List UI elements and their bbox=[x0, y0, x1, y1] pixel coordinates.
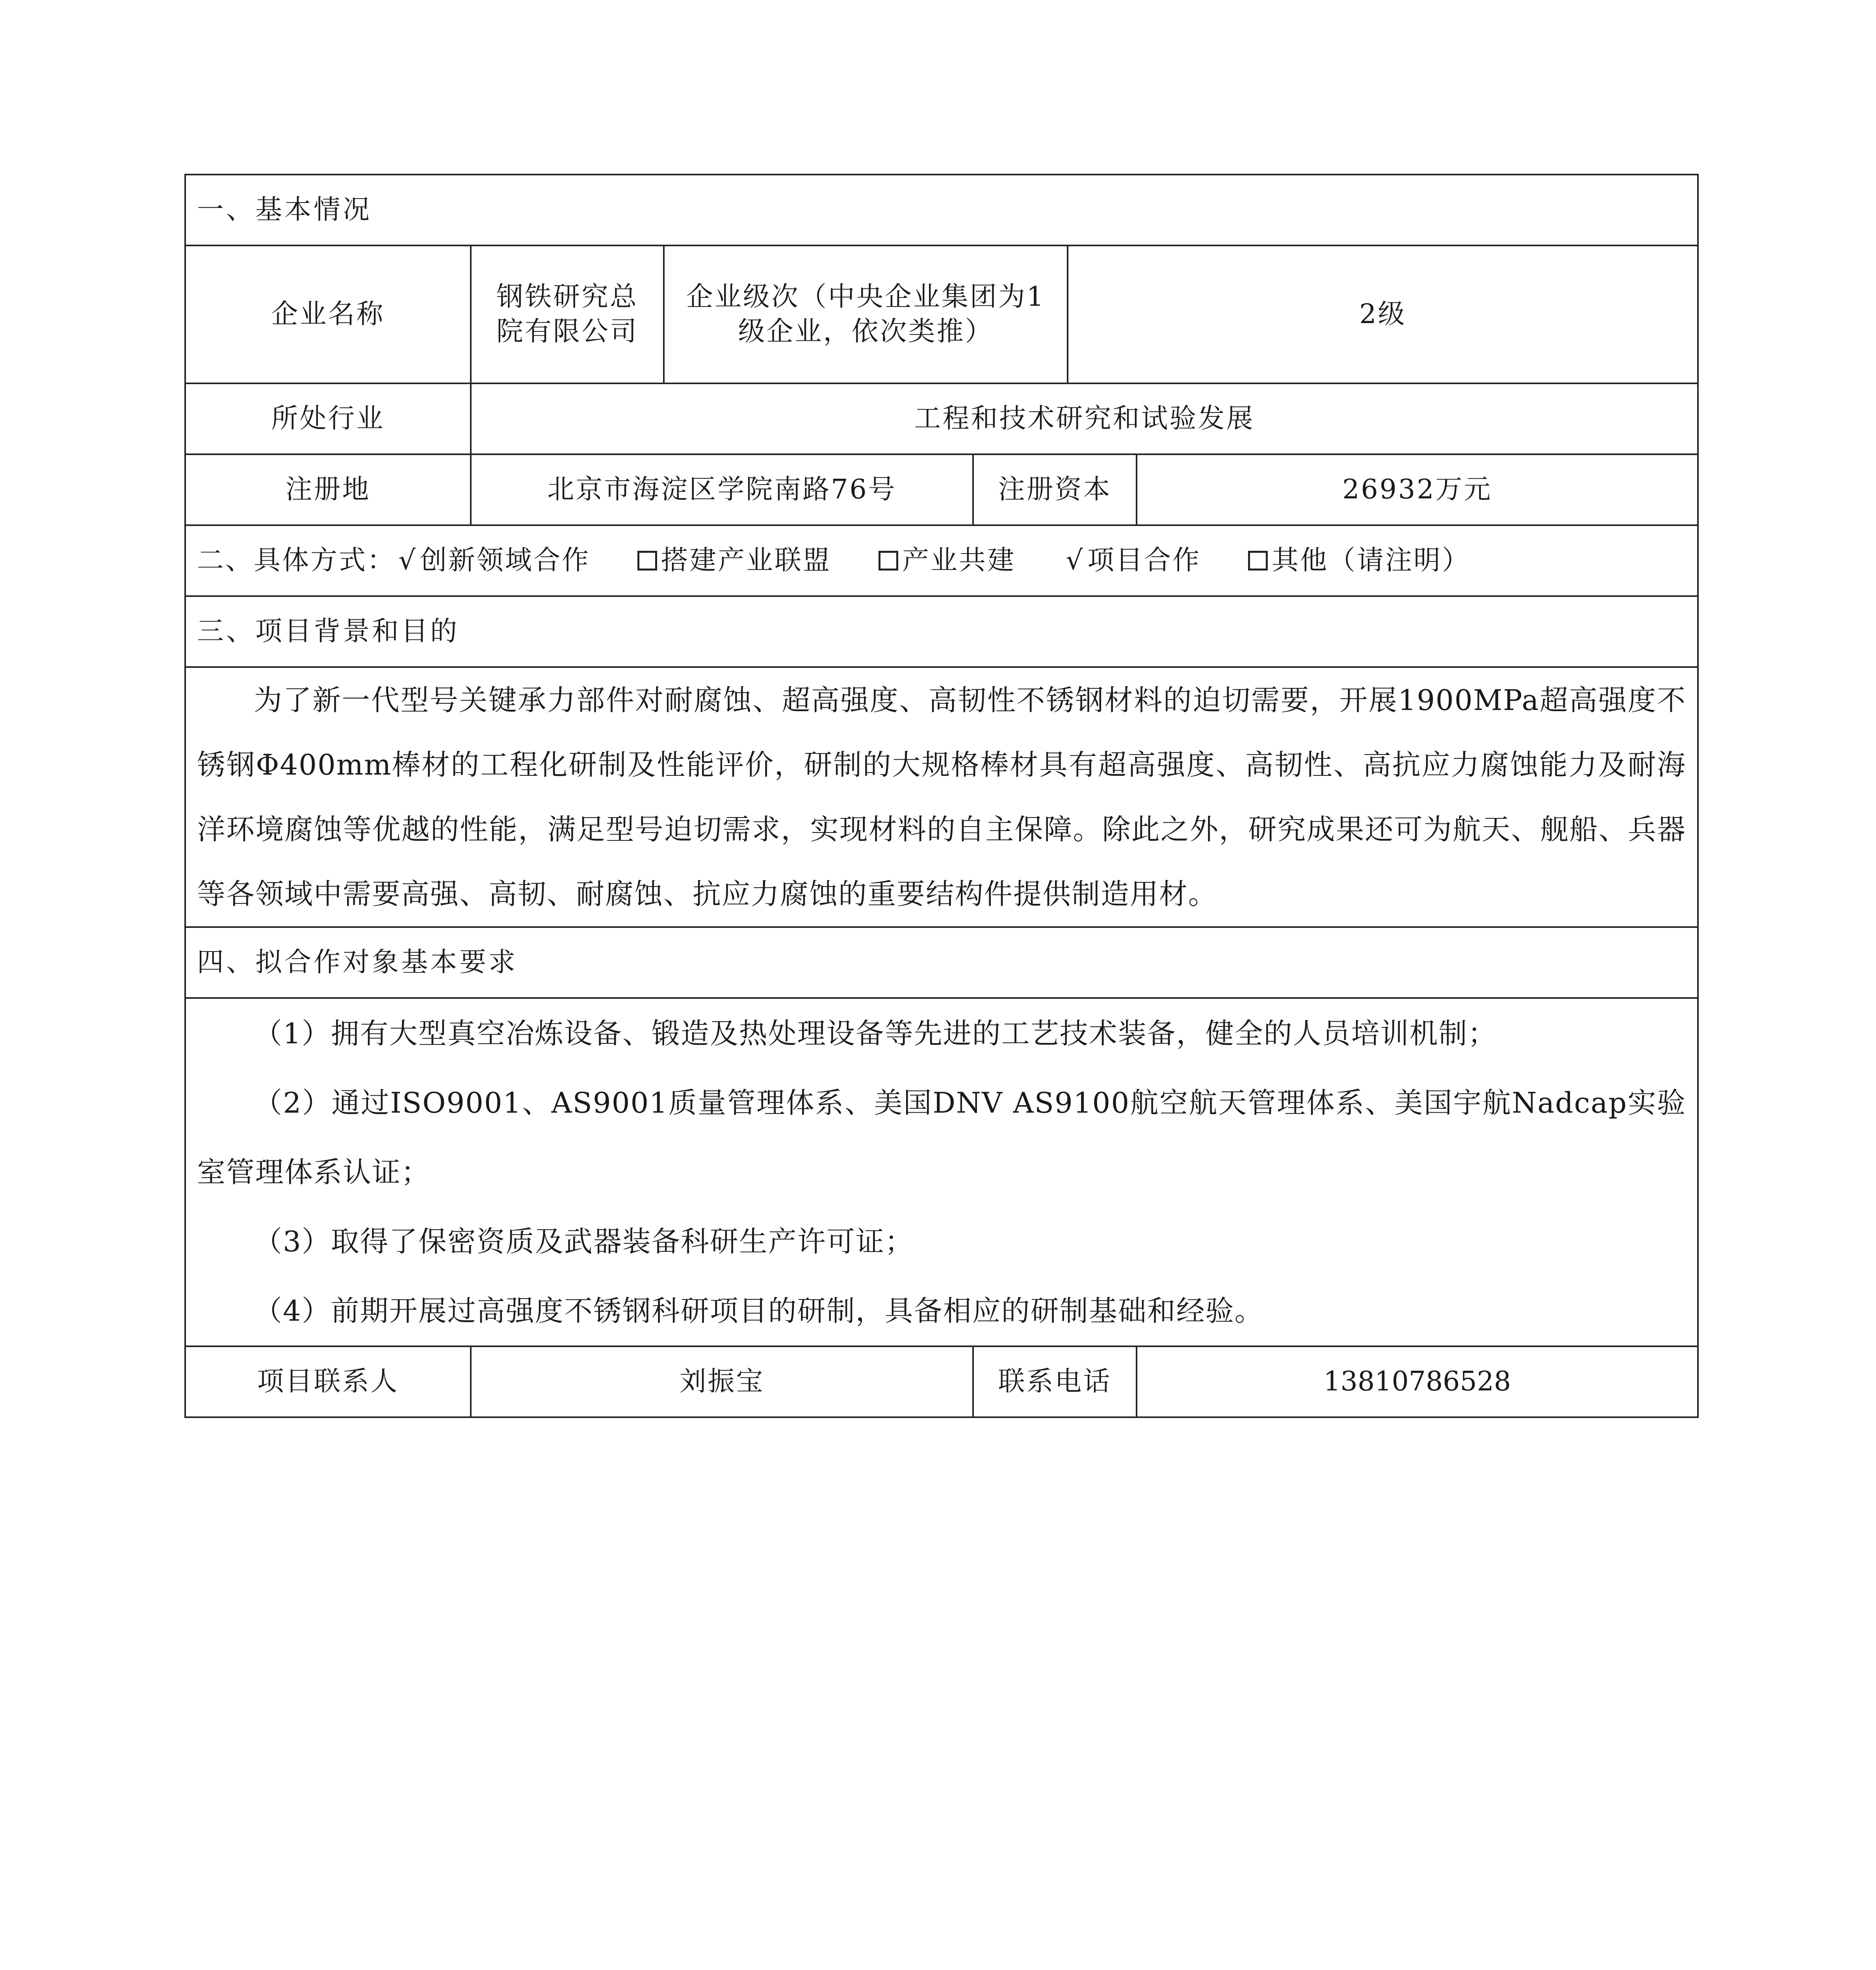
requirement-item: （3）取得了保密资质及武器装备科研生产许可证； bbox=[254, 1225, 914, 1258]
project-form-table bbox=[184, 174, 1699, 1418]
contact-row bbox=[185, 1346, 1698, 1417]
contact-person-label: 项目联系人 bbox=[185, 1346, 471, 1417]
checkbox-empty-icon bbox=[637, 551, 657, 571]
option-label: 其他（请注明） bbox=[1272, 545, 1471, 576]
option-industry-co-construction[interactable] bbox=[879, 543, 1016, 578]
address-value: 北京市海淀区学院南路76号 bbox=[471, 454, 973, 525]
option-label: 创新领域合作 bbox=[420, 545, 591, 576]
section3-header-row bbox=[185, 596, 1698, 667]
industry-label: 所处行业 bbox=[185, 383, 471, 454]
section4-title: 四、拟合作对象基本要求 bbox=[185, 927, 1698, 998]
address-label: 注册地 bbox=[185, 454, 471, 525]
section4-body-row bbox=[185, 998, 1698, 1346]
background-purpose-cell bbox=[185, 667, 1698, 927]
option-label: 搭建产业联盟 bbox=[661, 545, 832, 576]
section3-title: 三、项目背景和目的 bbox=[185, 596, 1698, 667]
industry-value: 工程和技术研究和试验发展 bbox=[471, 383, 1698, 454]
option-innovation-cooperation[interactable] bbox=[396, 543, 590, 578]
cooperation-methods-cell bbox=[185, 525, 1698, 596]
section2-row bbox=[185, 525, 1698, 596]
option-project-cooperation[interactable] bbox=[1063, 543, 1201, 578]
registration-row bbox=[185, 454, 1698, 525]
requirements-cell bbox=[185, 998, 1698, 1346]
checkbox-empty-icon bbox=[1248, 551, 1268, 571]
capital-value: 26932万元 bbox=[1137, 454, 1698, 525]
cooperation-methods bbox=[197, 543, 1686, 578]
checkbox-empty-icon bbox=[879, 551, 898, 571]
company-name-value: 钢铁研究总院有限公司 bbox=[471, 245, 664, 383]
option-other[interactable] bbox=[1248, 543, 1470, 578]
option-industry-alliance[interactable] bbox=[637, 543, 831, 578]
contact-phone-label: 联系电话 bbox=[973, 1346, 1137, 1417]
company-level-value: 2级 bbox=[1068, 245, 1698, 383]
company-row bbox=[185, 245, 1698, 383]
checkmark-icon: √ bbox=[398, 545, 417, 576]
section1-title: 一、基本情况 bbox=[185, 175, 1698, 245]
option-label: 项目合作 bbox=[1087, 545, 1201, 576]
industry-row bbox=[185, 383, 1698, 454]
company-level-label: 企业级次（中央企业集团为1级企业，依次类推） bbox=[664, 245, 1068, 383]
section1-header-row bbox=[185, 175, 1698, 245]
section4-header-row bbox=[185, 927, 1698, 998]
section3-body-row bbox=[185, 667, 1698, 927]
option-label: 产业共建 bbox=[902, 545, 1016, 576]
company-name-label: 企业名称 bbox=[185, 245, 471, 383]
requirement-item: （4）前期开展过高强度不锈钢科研项目的研制，具备相应的研制基础和经验。 bbox=[254, 1294, 1264, 1327]
background-purpose-text: 为了新一代型号关键承力部件对耐腐蚀、超高强度、高韧性不锈钢材料的迫切需要，开展1900MPa超高强度不锈钢Φ400mm棒材的工程化研制及性能评价，研制的大规格棒材具有超高强度、高韧性、高抗应力腐蚀能力及耐海洋环境腐蚀等优越的性能，满足型号迫切需求，实现材料的自主保障。除此之外，研究成果还可为航天、舰船、兵器等各领域中需要高强、高韧、耐腐蚀、抗应力腐蚀的重要结构件提供制造用材。 bbox=[197, 684, 1687, 911]
contact-person-value: 刘振宝 bbox=[471, 1346, 973, 1417]
capital-label: 注册资本 bbox=[973, 454, 1137, 525]
checkmark-icon: √ bbox=[1066, 545, 1085, 576]
requirement-item: （1）拥有大型真空冶炼设备、锻造及热处理设备等先进的工艺技术装备，健全的人员培训机制； bbox=[254, 1017, 1497, 1050]
section2-title: 二、具体方式： bbox=[197, 545, 396, 576]
requirement-item: （2）通过ISO9001、AS9001质量管理体系、美国DNV AS9100航空航天管理体系、美国宇航Nadcap实验室管理体系认证； bbox=[197, 1086, 1687, 1189]
contact-phone-value: 13810786528 bbox=[1137, 1346, 1698, 1417]
